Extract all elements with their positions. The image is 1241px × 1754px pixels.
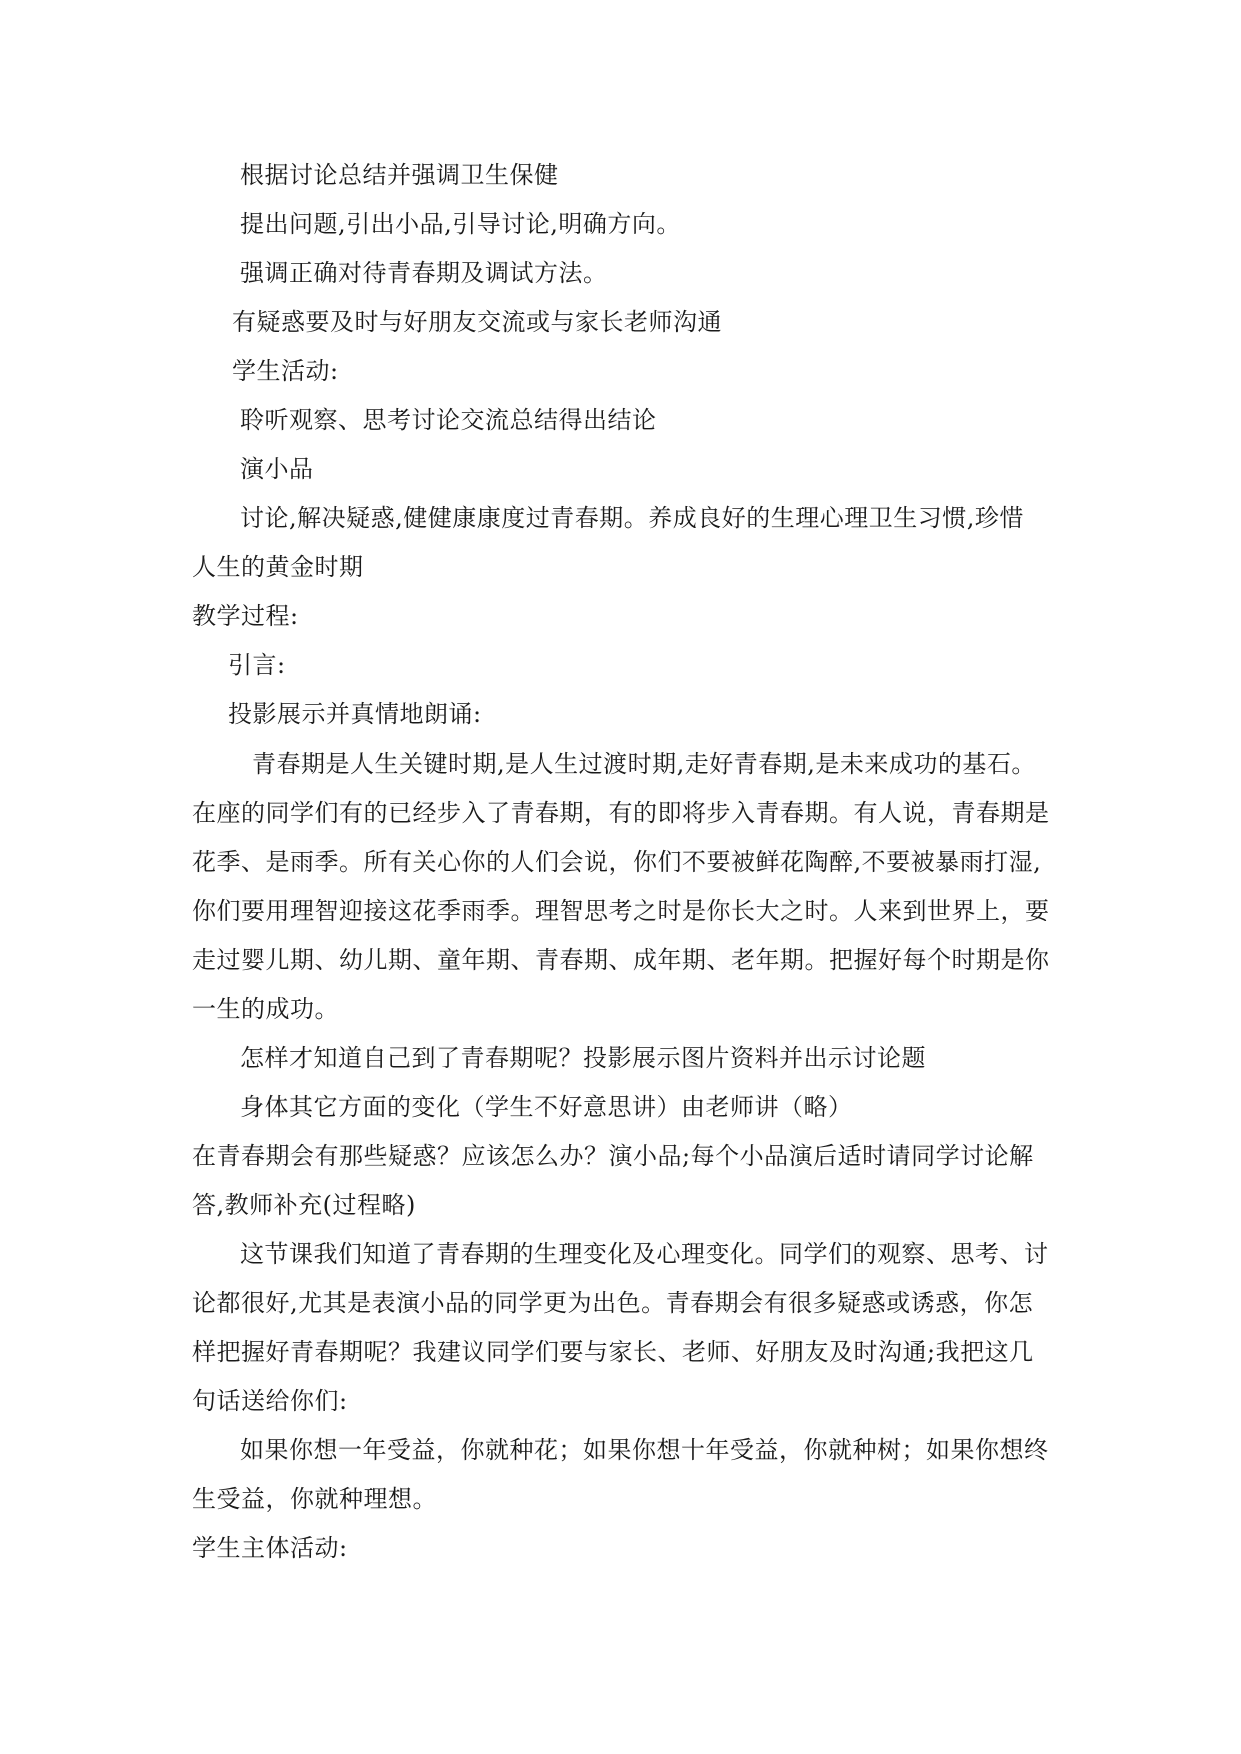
text-line: 演小品 <box>240 455 314 483</box>
text-line: 讨论,解决疑惑,健健康康度过青春期。养成良好的生理心理卫生习惯,珍惜 <box>240 504 1024 532</box>
text-line: 这节课我们知道了青春期的生理变化及心理变化。同学们的观察、思考、讨 <box>240 1240 1049 1268</box>
text-line: 走过婴儿期、幼儿期、童年期、青春期、成年期、老年期。把握好每个时期是你 <box>192 946 1050 974</box>
text-line: 根据讨论总结并强调卫生保健 <box>240 161 559 189</box>
text-line: 聆听观察、思考讨论交流总结得出结论 <box>240 406 657 434</box>
text-line: 生受益，你就种理想。 <box>192 1485 437 1513</box>
text-line: 身体其它方面的变化（学生不好意思讲）由老师讲（略） <box>240 1093 853 1121</box>
text-line: 如果你想一年受益，你就种花；如果你想十年受益，你就种树；如果你想终 <box>240 1436 1049 1464</box>
text-line: 人生的黄金时期 <box>192 553 364 581</box>
text-line: 引言: <box>228 651 286 679</box>
text-line: 一生的成功。 <box>192 995 339 1023</box>
text-line: 青春期是人生关键时期,是人生过渡时期,走好青春期,是未来成功的基石。 <box>252 750 1036 778</box>
text-line: 怎样才知道自己到了青春期呢？投影展示图片资料并出示讨论题 <box>240 1044 926 1072</box>
text-line: 投影展示并真情地朗诵: <box>228 700 482 728</box>
text-line: 有疑惑要及时与好朋友交流或与家长老师沟通 <box>232 308 722 336</box>
text-line: 样把握好青春期呢？我建议同学们要与家长、老师、好朋友及时沟通;我把这几 <box>192 1338 1034 1366</box>
text-line: 在座的同学们有的已经步入了青春期，有的即将步入青春期。有人说，青春期是 <box>192 799 1050 827</box>
text-line: 学生主体活动: <box>192 1534 348 1562</box>
text-line: 强调正确对待青春期及调试方法。 <box>240 259 608 287</box>
text-line: 在青春期会有那些疑惑？应该怎么办？演小品;每个小品演后适时请同学讨论解 <box>192 1142 1034 1170</box>
text-line: 教学过程: <box>192 602 299 630</box>
text-line: 你们要用理智迎接这花季雨季。理智思考之时是你长大之时。人来到世界上，要 <box>192 897 1050 925</box>
text-line: 句话送给你们: <box>192 1387 348 1415</box>
text-line: 提出问题,引出小品,引导讨论,明确方向。 <box>240 210 681 238</box>
text-line: 答,教师补充(过程略) <box>192 1191 416 1219</box>
text-line: 论都很好,尤其是表演小品的同学更为出色。青春期会有很多疑惑或诱惑，你怎 <box>192 1289 1034 1317</box>
text-line: 学生活动: <box>232 357 339 385</box>
text-line: 花季、是雨季。所有关心你的人们会说，你们不要被鲜花陶醉,不要被暴雨打湿, <box>192 848 1042 876</box>
